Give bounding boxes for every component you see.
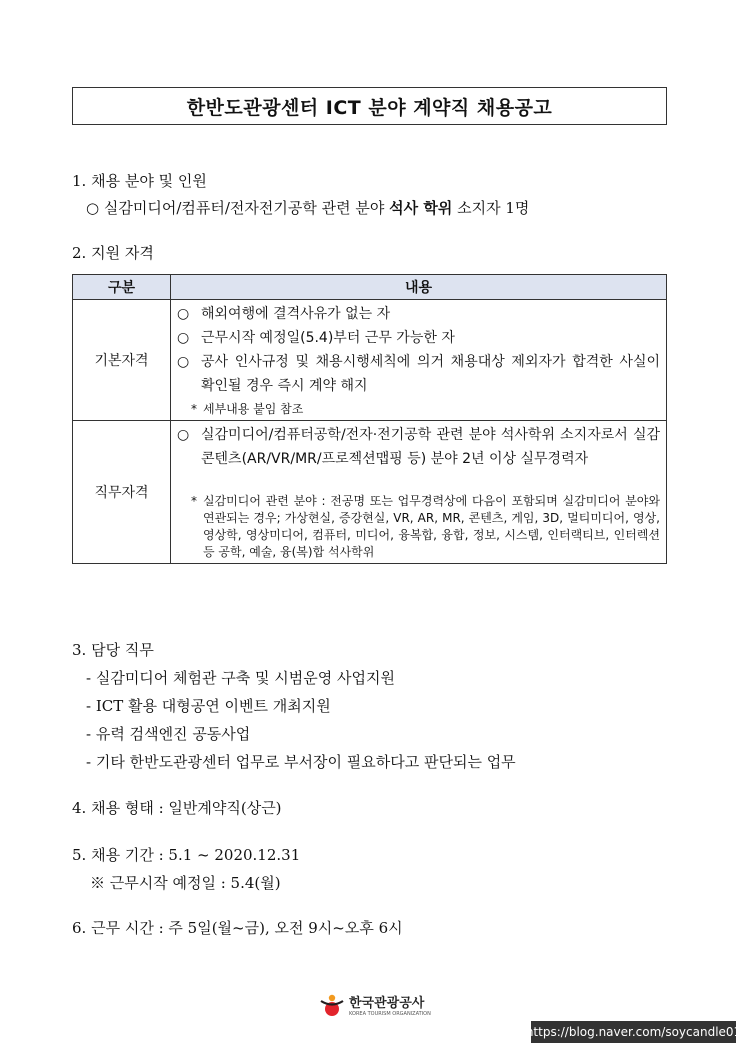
asterisk-mark: * bbox=[191, 402, 197, 416]
section-4-heading: 4. 채용 형태 : 일반계약직(상근) bbox=[72, 799, 282, 817]
blog-watermark: https://blog.naver.com/soycandle01 bbox=[531, 1021, 736, 1043]
footnote bbox=[177, 493, 660, 561]
duty-item: - ICT 활용 대형공연 이벤트 개최지원 bbox=[86, 697, 331, 715]
section-1-text-bold: 석사 학위 bbox=[389, 199, 453, 217]
kto-logo-icon bbox=[318, 992, 346, 1020]
circle-bullet: ○ bbox=[177, 427, 190, 443]
footnote bbox=[177, 401, 660, 418]
row-content-job bbox=[171, 421, 667, 564]
item-text: 해외여행에 결격사유가 없는 자 bbox=[201, 306, 391, 322]
list-item bbox=[177, 302, 660, 326]
section-6-heading: 6. 근무 시간 : 주 5일(월~금), 오전 9시~오후 6시 bbox=[72, 919, 403, 937]
list-item bbox=[177, 423, 660, 471]
list-item bbox=[177, 350, 660, 398]
row-label-job: 직무자격 bbox=[73, 421, 171, 564]
circle-bullet: ○ bbox=[177, 354, 190, 370]
row-label-basic: 기본자격 bbox=[73, 300, 171, 421]
kto-logo bbox=[318, 992, 431, 1020]
note-text: 실감미디어 관련 분야 : 전공명 또는 업무경력상에 다음이 포함되며 실감미디어 분야와 연관되는 경우; 가상현실, 증강현실, VR, AR, MR, 콘텐츠, 게임, 3D, 멀티미디어, 영상, 영상학, 영상미디어, 컴퓨터, 미디어, 융복합, 융합, 정보, 시스템, 인터랙티브, 인터렉션 등 공학, 예술, 융(복)합 석사학위 bbox=[203, 494, 660, 559]
duty-item: - 기타 한반도관광센터 업무로 부서장이 필요하다고 판단되는 업무 bbox=[86, 753, 516, 771]
logo-name: 한국관광공사 bbox=[349, 995, 425, 1011]
circle-bullet: ○ bbox=[86, 199, 100, 217]
item-text: 공사 인사규정 및 채용시행세칙에 의거 채용대상 제외자가 합격한 사실이 확인될 경우 즉시 계약 해지 bbox=[201, 354, 660, 394]
section-2-heading: 2. 지원 자격 bbox=[72, 244, 154, 262]
document-title: 한반도관광센터 ICT 분야 계약직 채용공고 bbox=[72, 87, 667, 125]
list-item bbox=[177, 326, 660, 350]
qualification-table bbox=[72, 274, 667, 564]
duty-item: - 유력 검색엔진 공동사업 bbox=[86, 725, 251, 743]
section-1-heading: 1. 채용 분야 및 인원 bbox=[72, 172, 207, 190]
table-header-row bbox=[73, 275, 667, 300]
duty-item: - 실감미디어 체험관 구축 및 시범운영 사업지원 bbox=[86, 669, 395, 687]
section-1-text-after: 소지자 1명 bbox=[457, 199, 530, 217]
logo-subtext: KOREA TOURISM ORGANIZATION bbox=[349, 1010, 431, 1017]
section-5-heading: 5. 채용 기간 : 5.1 ~ 2020.12.31 bbox=[72, 846, 301, 864]
asterisk-mark: * bbox=[191, 494, 197, 508]
section-1-item bbox=[86, 197, 529, 218]
section-1-text-before: 실감미디어/컴퓨터/전자전기공학 관련 분야 bbox=[103, 199, 385, 217]
item-text: 실감미디어/컴퓨터공학/전자·전기공학 관련 분야 석사학위 소지자로서 실감콘텐츠(AR/VR/MR/프로젝션맵핑 등) 분야 2년 이상 실무경력자 bbox=[201, 427, 660, 467]
note-text: 세부내용 붙임 참조 bbox=[203, 402, 304, 416]
circle-bullet: ○ bbox=[177, 330, 190, 346]
row-content-basic bbox=[171, 300, 667, 421]
table-header-category: 구분 bbox=[73, 275, 171, 300]
table-header-content: 내용 bbox=[171, 275, 667, 300]
table-row-job bbox=[73, 421, 667, 564]
item-text: 근무시작 예정일(5.4)부터 근무 가능한 자 bbox=[201, 330, 455, 346]
table-row-basic bbox=[73, 300, 667, 421]
circle-bullet: ○ bbox=[177, 306, 190, 322]
start-date-note: ※ 근무시작 예정일 : 5.4(월) bbox=[90, 874, 281, 892]
section-3-heading: 3. 담당 직무 bbox=[72, 641, 154, 659]
